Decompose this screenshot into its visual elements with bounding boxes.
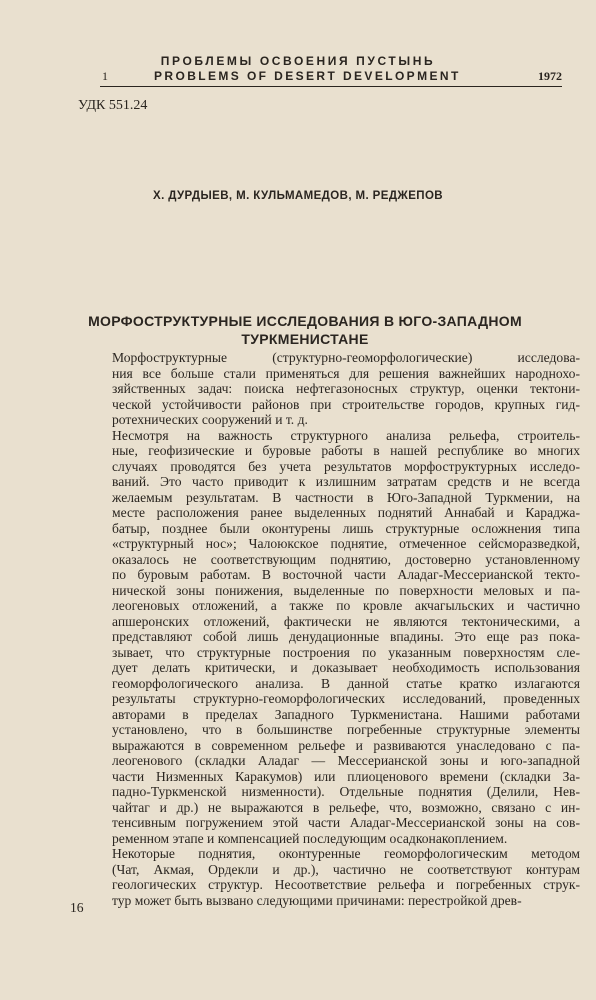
text-line: ротехнических сооружений и т. д. — [112, 412, 308, 427]
text-line: тенсивным погружением этой части Аладаг-Мессерианской зоны на сов- — [112, 815, 580, 830]
text-line: «структурный нос»; Чалоюкское поднятие, отмеченное сейсморазведкой, — [112, 536, 580, 551]
text-line: результаты структурно-геоморфологических исследований, проведенных — [112, 691, 580, 706]
article-title-line: ТУРКМЕНИСТАНЕ — [241, 331, 369, 347]
journal-title-ru: ПРОБЛЕМЫ ОСВОЕНИЯ ПУСТЫНЬ — [160, 54, 436, 68]
text-line: выражаются в современном рельефе и развиваются унаследовано с па- — [112, 737, 580, 753]
text-line: тур может быть вызвано следующими причинами: перестройкой древ- — [112, 892, 522, 908]
text-line: геологических структур. Несоответствие рельефа и погребенных струк- — [112, 877, 580, 892]
text-line: Некоторые поднятия, оконтуренные геоморфологическим методом — [112, 846, 580, 861]
header-rule — [100, 86, 562, 87]
issue-number: 1 — [102, 69, 108, 83]
text-line: ния все больше стали применяться для решения важнейших народнохо- — [112, 365, 580, 381]
text-line: ческой устойчивости районов при строительстве городов, крупных гид- — [112, 396, 580, 412]
text-line: Несмотря на важность структурного анализа рельефа, строитель- — [112, 427, 580, 443]
authors-line: Х. ДУРДЫЕВ, М. КУЛЬМАМЕДОВ, М. РЕДЖЕПОВ — [153, 190, 443, 202]
text-line: оказалось не соответствующим поднятию, достоверно установленному — [112, 551, 580, 567]
article-title-line: МОРФОСТРУКТУРНЫЕ ИССЛЕДОВАНИЯ В ЮГО-ЗАПАДНОМ — [88, 313, 522, 329]
text-line: желаемым результатам. В частности в Юго-Западной Туркмении, на — [112, 489, 580, 505]
article-title — [70, 312, 540, 348]
text-line: зывает, что структурные построения по указанным поверхностям сле- — [112, 644, 580, 660]
text-line: батыр, позднее были оконтурены лишь структурные осложнения типа — [112, 520, 580, 536]
text-line: геоморфологического анализа. В данной статье кратко излагаются — [112, 675, 580, 691]
text-line: нической зоны понижения, выделенные по поверхности меловых и па- — [112, 582, 580, 598]
running-header — [100, 69, 562, 87]
paragraph — [78, 428, 580, 847]
text-line: месте расположения ранее выделенных поднятий Аннабай и Караджа- — [112, 505, 580, 520]
text-line: авторами в пределах Западного Туркменистана. Нашими работами — [112, 706, 580, 722]
text-line: (Чат, Акмая, Ордекли и др.), частично не соответствуют контурам — [112, 861, 580, 877]
text-line: ные, геофизические и буровые работы в нашей республике во многих — [112, 443, 580, 458]
text-line: случаях проводятся без учета результатов морфоструктурных исследо- — [112, 458, 580, 474]
text-line: апшеронских отложений, фактически не являются тектоническими, а — [112, 613, 580, 629]
text-line: зяйственных задач: поиска нефтегазоносных структур, оценки тектони- — [112, 381, 580, 396]
paragraph — [78, 350, 580, 428]
text-line: леогеновых отложений, а также по кровле акчагыльских и частично — [112, 598, 580, 613]
article-body — [78, 350, 580, 908]
text-line: по буровым работам. В восточной части Аладаг-Мессерианской текто- — [112, 567, 580, 582]
journal-title-en: PROBLEMS OF DESERT DEVELOPMENT — [154, 69, 461, 83]
text-line: Морфоструктурные (структурно-геоморфологические) исследова- — [112, 350, 580, 365]
text-line: представляют собой лишь денудационные впадины. Это еще раз пока- — [112, 629, 580, 644]
text-line: леогенового (складки Аладаг — Мессерианской зоны и юго-западной — [112, 753, 580, 768]
text-line: ваний. Это часто приводит к излишним затратам средств и не всегда — [112, 474, 580, 489]
udk-code: УДК 551.24 — [78, 98, 148, 113]
text-line: дует делать критически, и доказывает необходимость использования — [112, 660, 580, 675]
publication-year: 1972 — [538, 69, 562, 83]
text-line: части Низменных Каракумов) или плиоценового времени (складки За- — [112, 768, 580, 784]
text-line: чайтаг и др.) не выражаются в рельефе, что, возможно, связано с ин- — [112, 799, 580, 815]
text-line: установлено, что в большинстве погребенные структурные элементы — [112, 722, 580, 737]
paragraph — [78, 846, 580, 908]
page-number: 16 — [70, 900, 84, 915]
text-line: падно-Туркменской низменности). Отдельные поднятия (Делили, Нев- — [112, 784, 580, 799]
text-line: ременном этапе и компенсацией последующим осадконакоплением. — [112, 830, 508, 846]
